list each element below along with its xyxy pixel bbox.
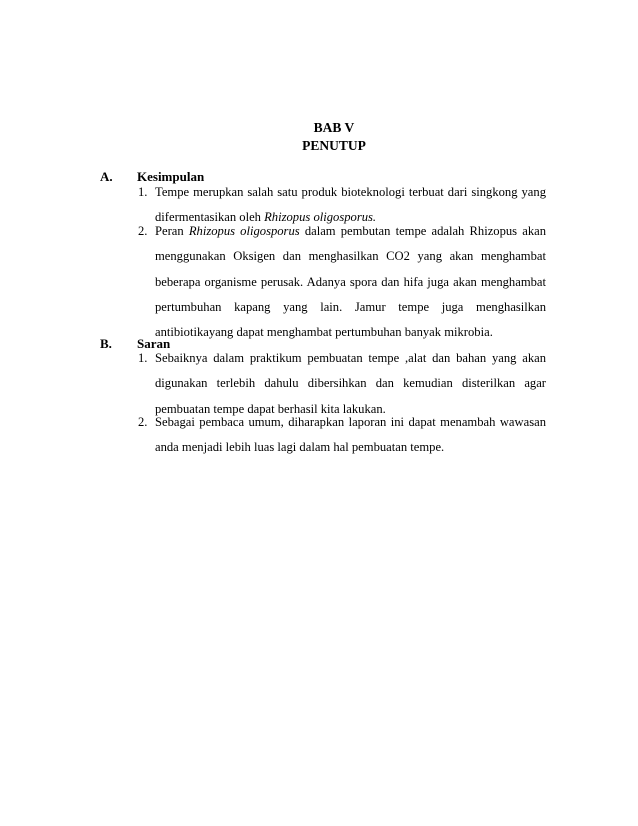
list-item — [138, 219, 546, 345]
text-line: digunakan terlebih dahulu dibersihkan dan kemudian disterilkan agar — [155, 376, 546, 391]
text-line: Sebaiknya dalam praktikum pembuatan tempe ,alat dan bahan yang akan — [155, 351, 546, 365]
section-a-letter: A. — [100, 169, 113, 184]
section-b-title: Saran — [137, 336, 171, 351]
italic-term: Rhizopus oligosporus. — [264, 210, 377, 225]
list-item — [138, 410, 546, 461]
text-line: pertumbuhan kapang yang lain. Jamur tempe juga menghasilkan — [155, 299, 546, 314]
text-line: pembuatan tempe dapat berhasil kita lakukan. — [155, 401, 386, 416]
list-item-text — [155, 410, 546, 461]
chapter-number: BAB V — [313, 120, 355, 135]
chapter-title: PENUTUP — [302, 138, 366, 153]
text-line: Peran Rhizopus oligosporus dalam pembutan tempe adalah Rhizopus akan — [155, 224, 546, 238]
text-line: difermentasikan oleh Rhizopus oligosporus. — [155, 210, 377, 225]
text-line: antibiotikayang dapat menghambat pertumbuhan banyak mikrobia. — [155, 325, 493, 340]
text-line: beberapa organisme perusak. Adanya spora dan hifa juga akan menghambat — [155, 274, 546, 289]
list-item-number: 1. — [138, 185, 148, 199]
list-item-number: 1. — [138, 351, 148, 365]
section-b-letter: B. — [100, 336, 112, 351]
text-line: Tempe merupkan salah satu produk bioteknologi terbuat dari singkong yang — [155, 185, 546, 199]
section-a-title: Kesimpulan — [137, 169, 205, 184]
italic-term: Rhizopus oligosporus — [188, 224, 300, 238]
text-line: menggunakan Oksigen dan menghasilkan CO2 yang akan menghambat — [155, 249, 546, 264]
list-item-number: 2. — [138, 415, 148, 429]
text-line: Sebagai pembaca umum, diharapkan laporan ini dapat menambah wawasan — [155, 415, 546, 429]
list-item-text — [155, 219, 546, 345]
text-line: anda menjadi lebih luas lagi dalam hal pembuatan tempe. — [155, 440, 445, 455]
list-item-number: 2. — [138, 224, 148, 238]
